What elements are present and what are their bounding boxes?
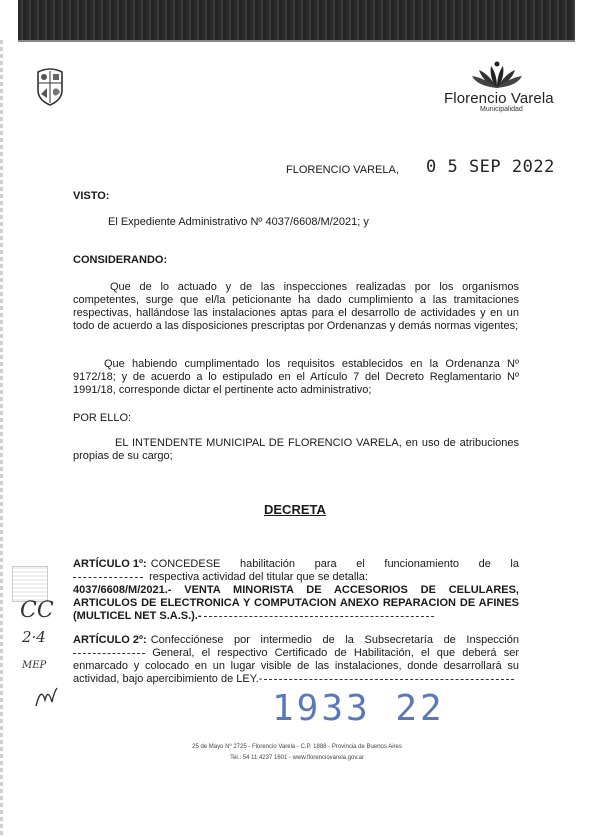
articulo-1 — [73, 558, 519, 623]
por-ello-text: EL INTENDENTE MUNICIPAL DE FLORENCIO VARELA, en uso de atribuciones propias de su cargo; — [73, 437, 519, 462]
articulo-1-line1: CONCEDESE habilitación para el funcionamiento de la — [150, 558, 519, 570]
articulo-2-line2: General, el respectivo Certificado de Habilitación, el que deberá ser enmarcado y colocado en un lugar visible de las instalaciones, donde desarrollará su actividad, bajo apercibimiento de LEY.- — [73, 647, 519, 685]
handwritten-initials: CC — [20, 598, 54, 623]
handwritten-mark-1: 2·4 — [22, 628, 46, 646]
visto-heading: VISTO: — [73, 190, 110, 202]
articulo-2 — [73, 634, 519, 686]
scan-top-edge — [18, 40, 575, 42]
decree-number-stamp: 1933 22 — [272, 688, 445, 729]
articulo-1-detail-text: 4037/6608/M/2021.- VENTA MINORISTA DE ACCESORIOS DE CELULARES, ARTICULOS DE ELECTRONICA Y COMPUTACION ANEXO REPARACION DE AFINES (MULTICEL NET S.A.S.). — [73, 584, 519, 622]
dashed-leader — [73, 577, 143, 578]
scan-top-bar — [18, 0, 575, 40]
considerando-paragraph-2: Que habiendo cumplimentado los requisitos establecidos en la Ordenanza Nº 9172/18; y de acuerdo a lo estipulado en el Artículo 7 del Decreto Reglamentario Nº 1991/18, corresponde dictar el pertinente acto administrativo; — [73, 358, 519, 396]
brand-subtitle: Municipalidad — [480, 106, 523, 113]
decreta-heading: DECRETA — [264, 502, 326, 517]
articulo-2-label: ARTÍCULO 2º: — [73, 634, 147, 646]
coat-of-arms-icon — [34, 66, 66, 106]
date-stamp: 0 5 SEP 2022 — [426, 157, 555, 177]
articulo-1-detail — [73, 584, 519, 623]
florencio-varela-logo-icon — [467, 60, 527, 90]
considerando-paragraph-1: Que de lo actuado y de las inspecciones realizadas por los organismos competentes, surge que el/la peticionante ha dado cumplimiento a las tramitaciones respectivas, hallándose las instalaciones aptas para el desarrollo de actividades y en un todo de acuerdo a las disposiciones prescriptas por Ordenanzas y demás normas vigentes; — [73, 281, 519, 332]
brand-name: Florencio Varela — [444, 90, 554, 107]
scan-left-edge — [0, 40, 3, 837]
dashed-leader — [204, 616, 434, 617]
footer-contact: Tel.: 54 11 4237 1601 - www.florenciovarela.gov.ar — [230, 755, 364, 761]
date-place: FLORENCIO VARELA, — [286, 164, 399, 176]
footer-address: 25 de Mayo Nº 2725 - Florencio Varela - C.P. 1888 - Provincia de Buenos Aires — [192, 744, 402, 750]
articulo-2-line1: Confecciónese por intermedio de la Subsecretaría de Inspección — [150, 634, 519, 646]
margin-stamp — [12, 566, 48, 602]
articulo-1-line2: respectiva actividad del titular que se detalla: — [149, 571, 368, 583]
signature-icon — [33, 682, 59, 710]
articulo-1-label: ARTÍCULO 1º: — [73, 558, 147, 570]
visto-text: El Expediente Administrativo Nº 4037/6608/M/2021; y — [108, 216, 369, 228]
considerando-heading: CONSIDERANDO: — [73, 254, 168, 266]
articulo-2-body — [73, 647, 519, 686]
articulo-1-detail-tail: - — [197, 610, 202, 622]
dashed-leader — [264, 679, 514, 680]
dashed-leader — [73, 653, 145, 654]
por-ello-heading: POR ELLO: — [73, 412, 132, 424]
handwritten-mark-2: MEP — [22, 660, 47, 671]
